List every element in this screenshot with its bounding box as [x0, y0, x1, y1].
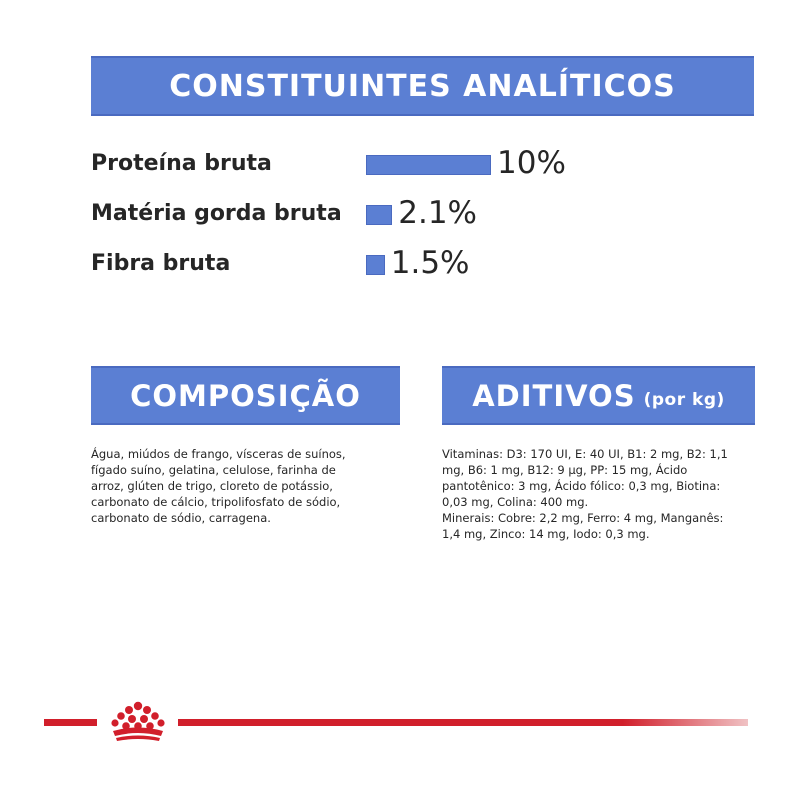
nutrient-value: 1.5%: [390, 245, 470, 281]
composition-line: arroz, glúten de trigo, cloreto de potássio,: [91, 479, 333, 493]
analytic-constituents-banner: [91, 56, 754, 116]
additives-text: [442, 446, 755, 542]
nutrient-value: 2.1%: [398, 195, 478, 231]
footer-brand-line-right: [178, 719, 748, 726]
nutrient-bar: [366, 205, 392, 225]
nutrient-bar: [366, 155, 491, 175]
composition-line: carbonato de sódio, carragena.: [91, 511, 271, 525]
composition-line: fígado suíno, gelatina, celulose, farinha de: [91, 463, 336, 477]
nutrient-row-fat: [91, 195, 711, 235]
additives-title-suffix: (por kg): [643, 389, 725, 410]
additives-banner: [442, 366, 755, 425]
analytic-constituents-title: CONSTITUINTES ANALÍTICOS: [169, 68, 676, 104]
composition-text: [91, 446, 401, 526]
nutrient-value: 10%: [497, 145, 566, 181]
composition-line: carbonato de cálcio, tripolifosfato de sódio,: [91, 495, 341, 509]
composition-title: COMPOSIÇÃO: [130, 378, 361, 413]
nutrient-label: Fibra bruta: [91, 251, 231, 276]
nutrient-label: Proteína bruta: [91, 151, 272, 176]
additives-line: 0,03 mg, Colina: 400 mg.: [442, 495, 589, 509]
additives-line: Vitaminas: D3: 170 UI, E: 40 UI, B1: 2 mg, B2: 1,1: [442, 447, 728, 461]
nutrient-label: Matéria gorda bruta: [91, 201, 342, 226]
nutrient-row-fiber: [91, 245, 711, 285]
nutrient-row-protein: [91, 145, 711, 185]
additives-line: Minerais: Cobre: 2,2 mg, Ferro: 4 mg, Manganês:: [442, 511, 724, 525]
additives-line: pantotênico: 3 mg, Ácido fólico: 0,3 mg, Biotina:: [442, 479, 721, 493]
crown-icon: [99, 699, 177, 745]
additives-line: mg, B6: 1 mg, B12: 9 µg, PP: 15 mg, Ácido: [442, 463, 688, 477]
composition-banner: [91, 366, 400, 425]
additives-title: ADITIVOS: [472, 378, 636, 413]
nutrient-bar: [366, 255, 385, 275]
footer-brand-line-left: [44, 719, 97, 726]
composition-line: Água, miúdos de frango, vísceras de suínos,: [91, 447, 346, 461]
additives-line: 1,4 mg, Zinco: 14 mg, Iodo: 0,3 mg.: [442, 527, 650, 541]
